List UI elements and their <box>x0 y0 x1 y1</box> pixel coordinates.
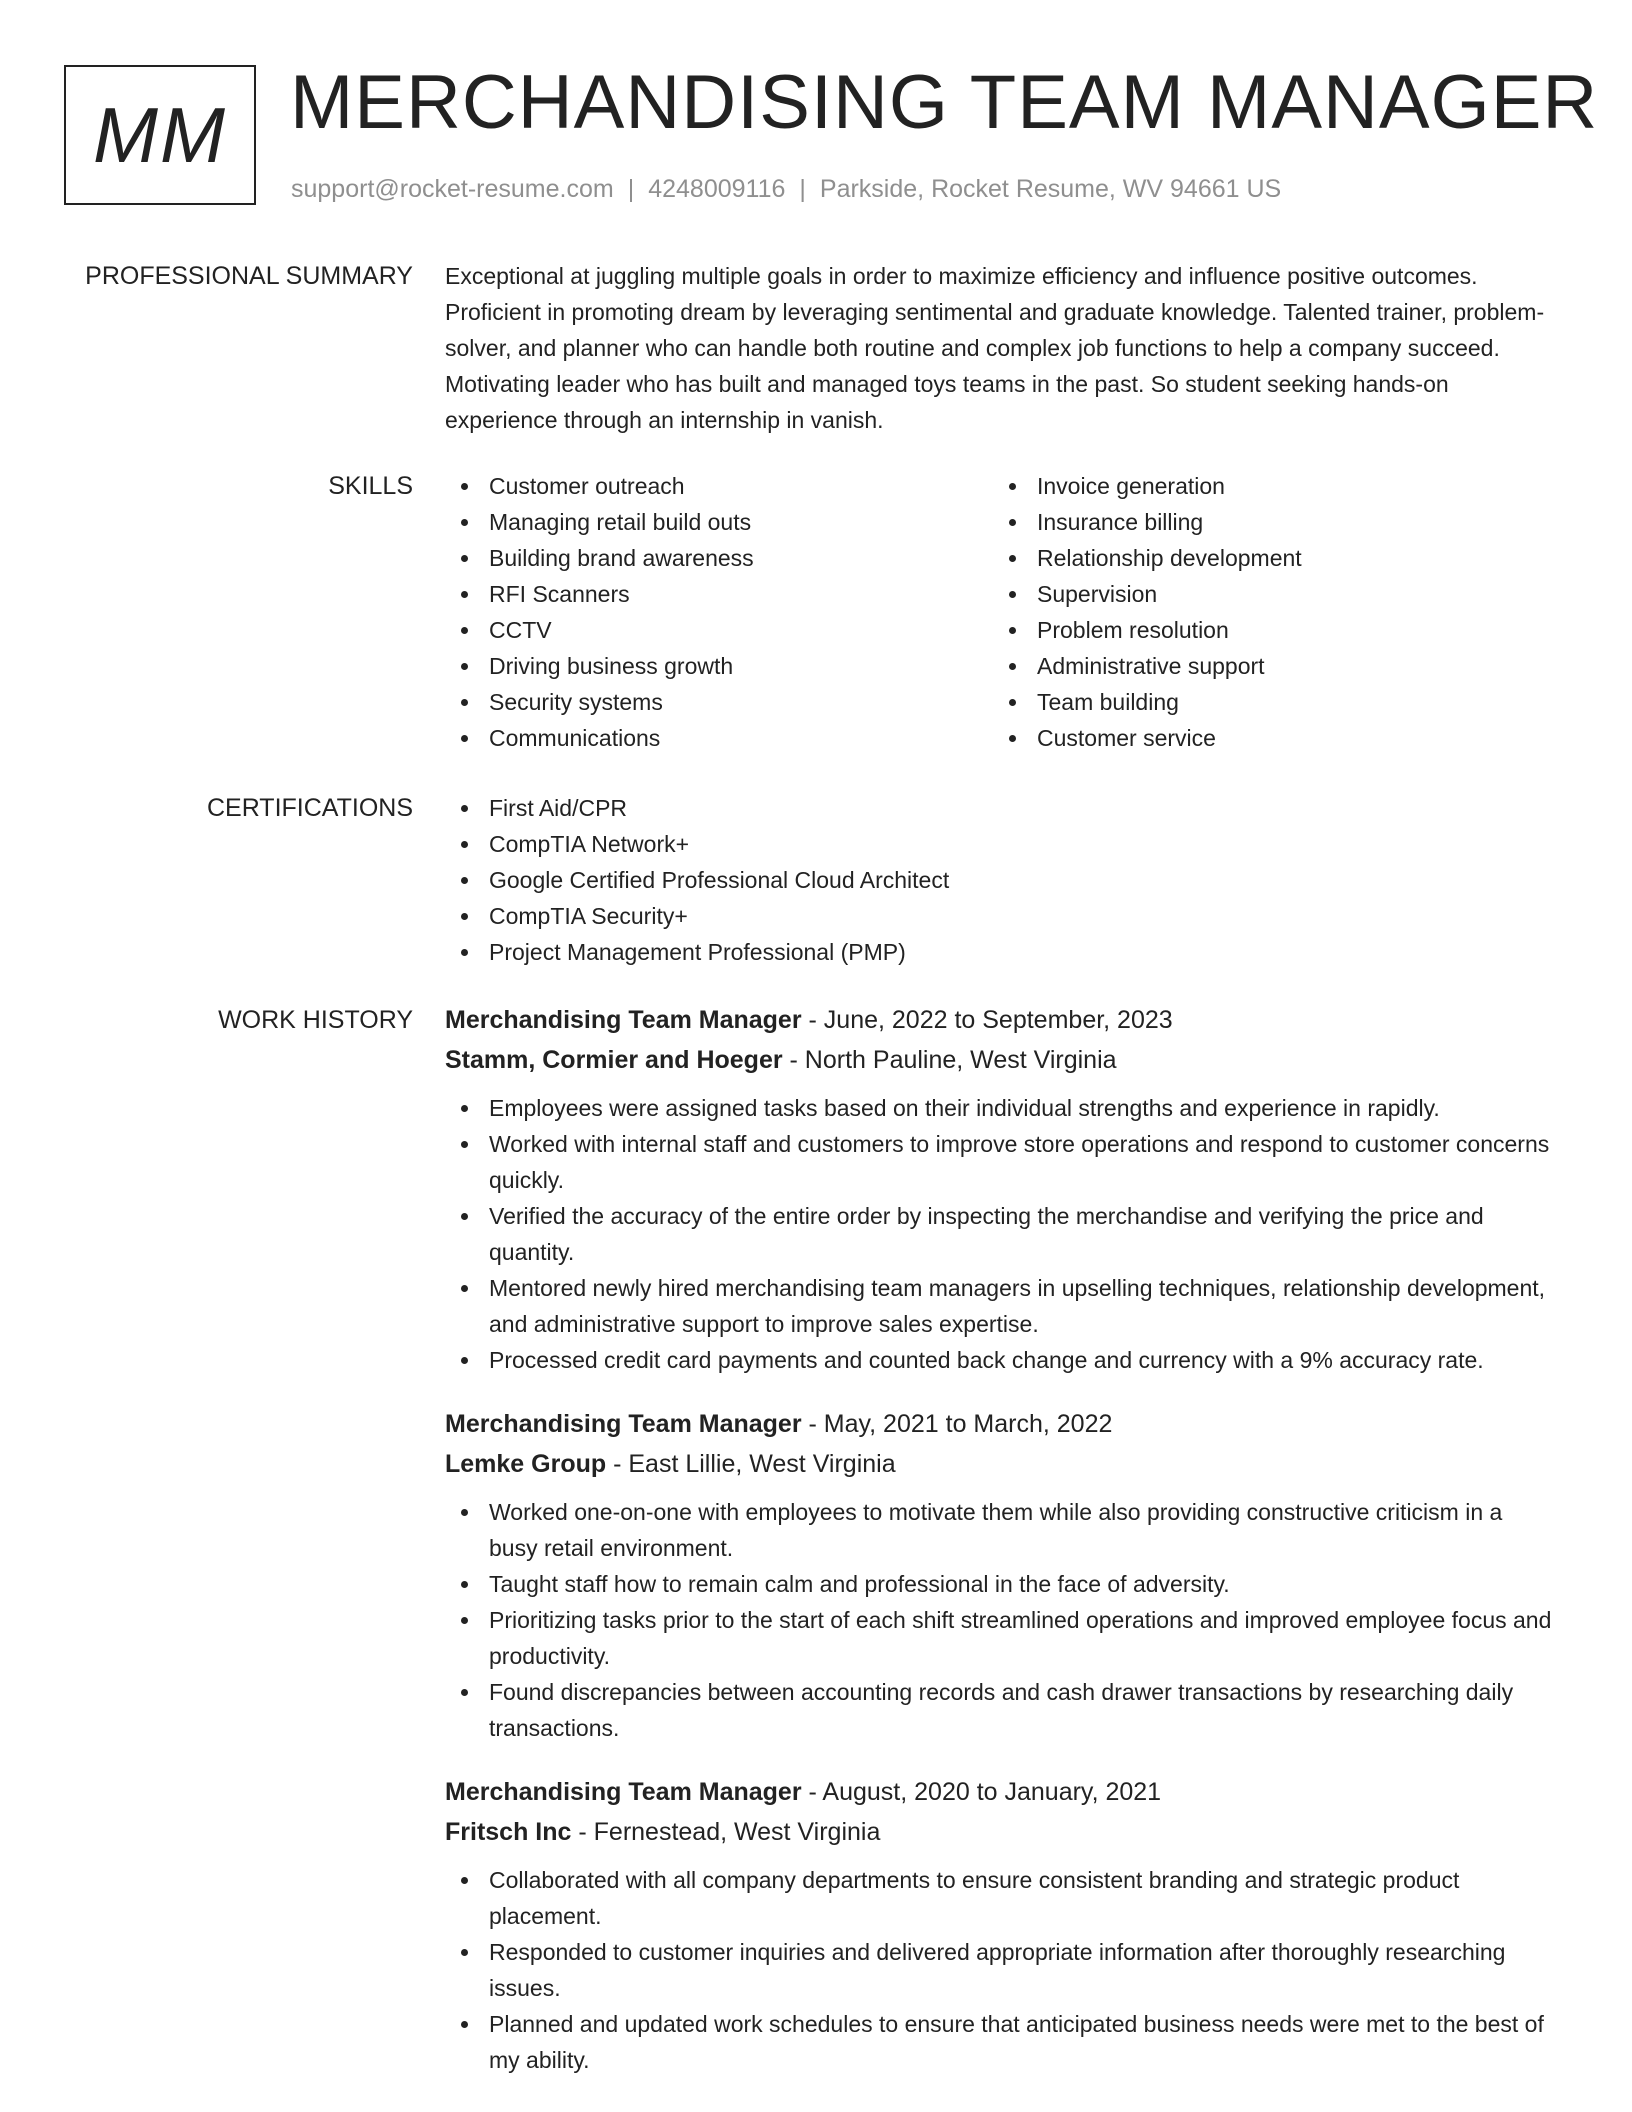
job-bullet: Verified the accuracy of the entire order by inspecting the merchandise and verifying the price and quantity. <box>445 1198 1555 1270</box>
summary-text: Exceptional at juggling multiple goals in order to maximize efficiency and influence positive outcomes. Proficient in promoting dream by leveraging sentimental and graduate knowledge. Talented trainer, problem-solver, and planner who can handle both routine and complex job functions to help a company succeed. Motivating leader who has built and managed toys teams in the past. So student seeking hands-on experience through an internship in vanish. <box>445 263 1545 433</box>
job-bullet: Employees were assigned tasks based on their individual strengths and experience in rapidly. <box>445 1090 1555 1126</box>
job-dates: - August, 2020 to January, 2021 <box>801 1778 1162 1806</box>
job-location: - North Pauline, West Virginia <box>782 1046 1117 1074</box>
skill-item: Security systems <box>445 684 993 720</box>
job-title-line <box>445 1772 1555 1812</box>
skill-item: Communications <box>445 720 993 756</box>
job-company: Lemke Group <box>445 1450 607 1478</box>
section-title: CERTIFICATIONS <box>206 794 413 822</box>
job-role: Merchandising Team Manager <box>445 1410 802 1438</box>
skill-item: RFI Scanners <box>445 576 993 612</box>
job-title-line <box>445 1404 1555 1444</box>
work-history-body <box>445 1000 1555 2104</box>
skill-item: Insurance billing <box>993 504 1541 540</box>
job-company-line <box>445 1812 1555 1852</box>
job-company-line <box>445 1040 1555 1080</box>
job-role: Merchandising Team Manager <box>445 1006 802 1034</box>
job-bullet: Collaborated with all company departments to ensure consistent branding and strategic product placement. <box>445 1862 1555 1934</box>
skill-item: Building brand awareness <box>445 540 993 576</box>
job-title-line <box>445 1000 1555 1040</box>
job-bullet: Worked one-on-one with employees to motivate them while also providing constructive criticism in a busy retail environment. <box>445 1494 1555 1566</box>
certifications-body <box>445 790 1555 970</box>
contact-line <box>291 175 1281 204</box>
contact-address: Parkside, Rocket Resume, WV 94661 US <box>819 175 1282 203</box>
skills-column-2 <box>993 468 1541 756</box>
job-dates: - June, 2022 to September, 2023 <box>801 1006 1173 1034</box>
skill-item: Problem resolution <box>993 612 1541 648</box>
certification-item: First Aid/CPR <box>445 790 1555 826</box>
skill-item: Customer service <box>993 720 1541 756</box>
job-bullet: Planned and updated work schedules to ensure that anticipated business needs were met to the best of my ability. <box>445 2006 1555 2078</box>
job-company: Fritsch Inc <box>445 1818 572 1846</box>
skill-item: Team building <box>993 684 1541 720</box>
job-dates: - May, 2021 to March, 2022 <box>801 1410 1113 1438</box>
job-company: Stamm, Cormier and Hoeger <box>445 1046 783 1074</box>
job-entry <box>445 1772 1555 2078</box>
job-company-line <box>445 1444 1555 1484</box>
skill-item: Invoice generation <box>993 468 1541 504</box>
skill-item: Relationship development <box>993 540 1541 576</box>
skill-item: Driving business growth <box>445 648 993 684</box>
certification-item: Google Certified Professional Cloud Architect <box>445 862 1555 898</box>
skill-item: Supervision <box>993 576 1541 612</box>
job-bullets <box>445 1494 1555 1746</box>
separator: | <box>627 175 635 203</box>
job-bullet: Worked with internal staff and customers to improve store operations and respond to customer concerns quickly. <box>445 1126 1555 1198</box>
job-entry <box>445 1000 1555 1378</box>
skill-item: Customer outreach <box>445 468 993 504</box>
contact-email[interactable]: support@rocket-resume.com <box>291 175 614 203</box>
certification-item: Project Management Professional (PMP) <box>445 934 1555 970</box>
section-title: PROFESSIONAL SUMMARY <box>85 262 413 290</box>
job-role: Merchandising Team Manager <box>445 1778 802 1806</box>
contact-phone[interactable]: 4248009116 <box>648 175 786 203</box>
section-title: SKILLS <box>328 472 413 500</box>
job-location: - East Lillie, West Virginia <box>606 1450 896 1478</box>
job-bullet: Mentored newly hired merchandising team managers in upselling techniques, relationship development, and administrative support to improve sales expertise. <box>445 1270 1555 1342</box>
certifications-list <box>445 790 1555 970</box>
skill-item: Administrative support <box>993 648 1541 684</box>
job-bullet: Responded to customer inquiries and delivered appropriate information after thoroughly researching issues. <box>445 1934 1555 2006</box>
separator: | <box>799 175 806 203</box>
job-bullet: Taught staff how to remain calm and professional in the face of adversity. <box>445 1566 1555 1602</box>
job-bullet: Found discrepancies between accounting records and cash drawer transactions by researching daily transactions. <box>445 1674 1555 1746</box>
section-title: WORK HISTORY <box>218 1006 413 1034</box>
certification-item: CompTIA Network+ <box>445 826 1555 862</box>
certification-item: CompTIA Security+ <box>445 898 1555 934</box>
summary-body <box>445 258 1555 438</box>
monogram: MM <box>64 65 256 205</box>
job-bullet: Processed credit card payments and counted back change and currency with a 9% accuracy rate. <box>445 1342 1555 1378</box>
page-title: MERCHANDISING TEAM MANAGER <box>290 60 1599 145</box>
skill-item: CCTV <box>445 612 993 648</box>
job-bullets <box>445 1090 1555 1378</box>
job-bullets <box>445 1862 1555 2078</box>
job-bullet: Prioritizing tasks prior to the start of each shift streamlined operations and improved employee focus and productivity. <box>445 1602 1555 1674</box>
skills-body <box>445 468 1555 756</box>
job-entry <box>445 1404 1555 1746</box>
job-location: - Fernestead, West Virginia <box>571 1818 881 1846</box>
skills-column-1 <box>445 468 993 756</box>
skill-item: Managing retail build outs <box>445 504 993 540</box>
